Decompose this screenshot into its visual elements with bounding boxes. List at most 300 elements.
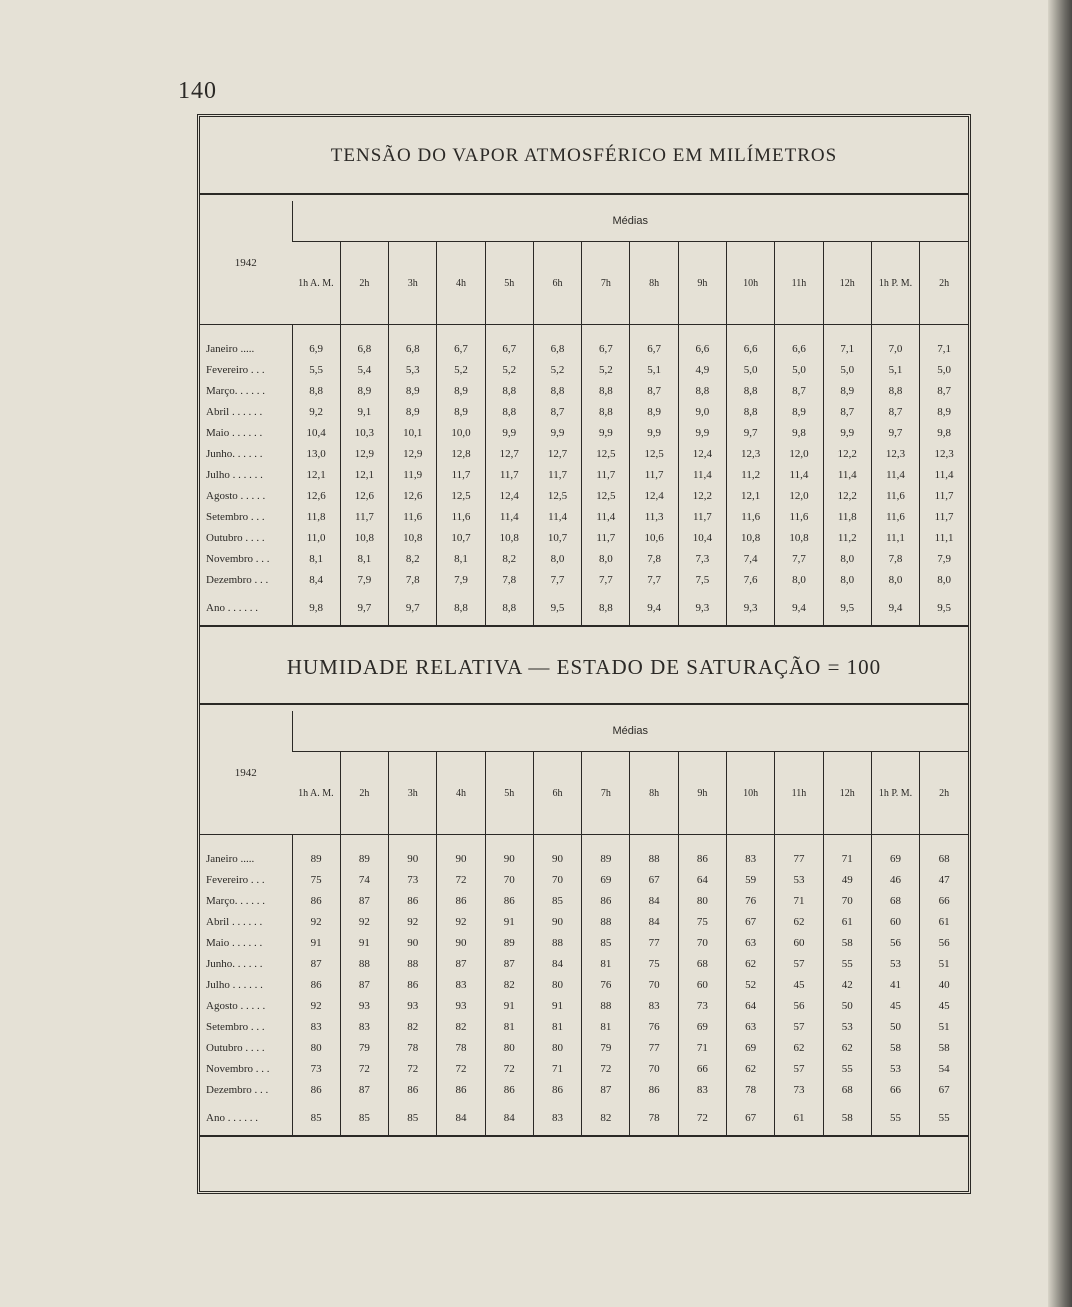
data-cell: 80 [485,1038,533,1059]
data-cell: 89 [485,933,533,954]
data-cell: 6,6 [678,339,726,360]
data-cell: 71 [775,891,823,912]
data-cell: 64 [727,996,775,1017]
data-cell: 77 [630,933,678,954]
data-cell: 8,8 [727,402,775,423]
hour-header: 2h [920,752,968,835]
data-cell: 76 [630,1017,678,1038]
data-cell: 57 [775,954,823,975]
data-cell: 5,1 [871,360,919,381]
data-cell: 92 [292,996,340,1017]
data-cell: 85 [340,1101,388,1136]
data-cell: 6,7 [485,339,533,360]
data-cell: 12,6 [389,486,437,507]
data-cell: 9,7 [340,591,388,626]
data-cell: 12,2 [823,444,871,465]
data-cell: 61 [775,1101,823,1136]
data-cell: 8,0 [582,549,630,570]
data-cell: 85 [582,933,630,954]
hour-header: 1h A. M. [292,242,340,325]
data-cell: 8,0 [871,570,919,591]
data-cell: 73 [292,1059,340,1080]
data-cell: 40 [920,975,968,996]
data-cell: 10,4 [292,423,340,444]
data-cell: 61 [823,912,871,933]
book-spine-shadow [1048,0,1072,1307]
data-cell: 5,2 [582,360,630,381]
month-label: Março. . . . . . [206,385,265,397]
data-cell: 62 [775,912,823,933]
data-cell: 5,3 [389,360,437,381]
data-cell: 10,7 [533,528,581,549]
data-cell: 8,8 [678,381,726,402]
data-cell: 8,8 [485,402,533,423]
data-cell: 58 [823,933,871,954]
data-cell: 11,7 [630,465,678,486]
hour-header: 8h [630,752,678,835]
data-cell: 90 [533,912,581,933]
data-cell: 86 [389,891,437,912]
data-cell: 12,0 [775,444,823,465]
data-cell: 70 [630,1059,678,1080]
data-cell: 9,8 [920,423,968,444]
data-cell: 91 [533,996,581,1017]
data-cell: 72 [582,1059,630,1080]
data-cell: 90 [437,933,485,954]
data-cell: 12,9 [389,444,437,465]
data-cell: 7,9 [340,570,388,591]
hour-header: 2h [340,752,388,835]
table-row [200,465,968,486]
month-label: Outubro . . . . [206,532,265,544]
month-label: Fevereiro . . . [206,364,265,376]
data-cell: 8,0 [775,570,823,591]
data-cell: 51 [920,1017,968,1038]
hour-header: 7h [582,242,630,325]
month-label: Setembro . . . [206,1021,265,1033]
data-cell: 5,2 [533,360,581,381]
data-cell: 10,0 [437,423,485,444]
hour-header: 9h [678,752,726,835]
data-cell: 11,2 [727,465,775,486]
data-cell: 87 [340,975,388,996]
data-cell: 74 [340,870,388,891]
data-cell: 83 [340,1017,388,1038]
vapor-title: TENSÃO DO VAPOR ATMOSFÉRICO EM MILÍMETROS [330,145,838,166]
data-cell: 7,7 [533,570,581,591]
data-cell: 10,3 [340,423,388,444]
data-cell: 12,1 [292,465,340,486]
data-cell: 85 [389,1101,437,1136]
data-cell: 81 [582,954,630,975]
data-cell: 49 [823,870,871,891]
data-cell: 12,6 [292,486,340,507]
humidity-table [200,711,968,1137]
data-cell: 8,1 [340,549,388,570]
data-cell: 9,7 [727,423,775,444]
data-cell: 93 [389,996,437,1017]
data-cell: 6,6 [727,339,775,360]
data-cell: 11,4 [485,507,533,528]
table-row [200,444,968,465]
data-cell: 85 [292,1101,340,1136]
table-row [200,1038,968,1059]
data-cell: 62 [727,1059,775,1080]
data-cell: 8,9 [389,402,437,423]
data-cell: 12,7 [533,444,581,465]
data-cell: 5,2 [437,360,485,381]
data-cell: 8,7 [920,381,968,402]
year-label: 1942 [234,766,257,779]
data-cell: 80 [292,1038,340,1059]
data-cell: 9,7 [389,591,437,626]
table-row [200,1101,968,1136]
table-row [200,849,968,870]
data-cell: 70 [533,870,581,891]
data-cell: 86 [389,1080,437,1101]
data-cell: 6,6 [775,339,823,360]
table-row [200,1017,968,1038]
table-row [200,933,968,954]
hour-header: 5h [485,752,533,835]
data-cell: 8,9 [340,381,388,402]
data-cell: 11,6 [437,507,485,528]
data-cell: 8,7 [871,402,919,423]
table-row [200,591,968,626]
data-cell: 84 [437,1101,485,1136]
data-cell: 12,0 [775,486,823,507]
table-row [200,1059,968,1080]
vapor-title-rule [200,193,968,195]
data-cell: 10,8 [727,528,775,549]
data-cell: 45 [920,996,968,1017]
data-cell: 90 [437,849,485,870]
data-cell: 69 [678,1017,726,1038]
data-cell: 7,6 [727,570,775,591]
data-cell: 53 [871,954,919,975]
hour-header: 10h [727,752,775,835]
data-cell: 10,8 [485,528,533,549]
hour-header: 11h [775,242,823,325]
vapor-table [200,201,968,627]
data-cell: 88 [340,954,388,975]
data-cell: 8,4 [292,570,340,591]
hour-header: 3h [389,242,437,325]
data-cell: 70 [678,933,726,954]
data-cell: 5,0 [920,360,968,381]
month-label: Janeiro ..... [206,853,255,865]
month-label: Maio . . . . . . [206,937,263,949]
data-cell: 8,7 [533,402,581,423]
data-cell: 60 [775,933,823,954]
data-cell: 87 [340,1080,388,1101]
hour-header: 10h [727,242,775,325]
data-cell: 6,7 [630,339,678,360]
data-cell: 86 [678,849,726,870]
page-number: 140 [178,78,217,104]
data-cell: 11,4 [533,507,581,528]
data-cell: 92 [389,912,437,933]
table-row [200,1080,968,1101]
data-cell: 12,5 [437,486,485,507]
data-cell: 12,1 [340,465,388,486]
data-cell: 59 [727,870,775,891]
hour-header: 4h [437,242,485,325]
table-row [200,339,968,360]
data-cell: 11,4 [678,465,726,486]
hour-header: 12h [823,242,871,325]
data-cell: 10,1 [389,423,437,444]
data-cell: 7,1 [920,339,968,360]
data-cell: 88 [582,996,630,1017]
data-cell: 11,9 [389,465,437,486]
table-row [200,870,968,891]
table-row [200,360,968,381]
table-row [200,891,968,912]
data-cell: 91 [340,933,388,954]
data-cell: 77 [775,849,823,870]
data-cell: 12,4 [485,486,533,507]
data-cell: 79 [340,1038,388,1059]
data-cell: 57 [775,1059,823,1080]
data-cell: 10,7 [437,528,485,549]
data-cell: 5,4 [340,360,388,381]
data-cell: 8,8 [727,381,775,402]
data-cell: 70 [485,870,533,891]
data-cell: 9,1 [340,402,388,423]
data-cell: 11,7 [678,507,726,528]
year-label: 1942 [234,256,257,269]
data-cell: 68 [920,849,968,870]
data-cell: 53 [871,1059,919,1080]
data-cell: 60 [678,975,726,996]
medias-header: Médias [292,201,968,242]
data-cell: 62 [775,1038,823,1059]
table-row [200,423,968,444]
data-cell: 8,0 [823,570,871,591]
month-label: Agosto . . . . . [206,1000,266,1012]
data-cell: 6,8 [340,339,388,360]
table-row [200,954,968,975]
data-cell: 86 [582,891,630,912]
data-cell: 71 [678,1038,726,1059]
month-label: Março. . . . . . [206,895,265,907]
data-cell: 83 [533,1101,581,1136]
data-cell: 9,9 [630,423,678,444]
data-cell: 93 [437,996,485,1017]
data-cell: 8,7 [775,381,823,402]
data-cell: 10,4 [678,528,726,549]
data-cell: 87 [340,891,388,912]
data-cell: 78 [727,1080,775,1101]
data-cell: 9,4 [630,591,678,626]
data-cell: 63 [727,933,775,954]
hour-header: 1h P. M. [871,242,919,325]
data-cell: 92 [292,912,340,933]
data-cell: 8,1 [292,549,340,570]
month-label: Novembro . . . [206,1063,270,1075]
data-cell: 5,2 [485,360,533,381]
data-cell: 8,0 [920,570,968,591]
data-cell: 11,4 [823,465,871,486]
data-cell: 86 [630,1080,678,1101]
data-cell: 83 [292,1017,340,1038]
data-cell: 88 [389,954,437,975]
data-cell: 76 [582,975,630,996]
data-cell: 10,8 [775,528,823,549]
data-cell: 9,9 [823,423,871,444]
hour-header: 2h [920,242,968,325]
data-cell: 80 [678,891,726,912]
data-cell: 72 [485,1059,533,1080]
data-cell: 8,9 [775,402,823,423]
data-cell: 8,8 [485,591,533,626]
data-cell: 88 [582,912,630,933]
data-cell: 13,0 [292,444,340,465]
hour-header: 6h [533,242,581,325]
data-cell: 11,6 [389,507,437,528]
month-label: Setembro . . . [206,511,265,523]
data-cell: 9,0 [678,402,726,423]
data-cell: 82 [389,1017,437,1038]
data-cell: 9,8 [292,591,340,626]
data-cell: 46 [871,870,919,891]
data-cell: 86 [437,891,485,912]
data-cell: 58 [920,1038,968,1059]
data-cell: 11,4 [775,465,823,486]
data-cell: 11,7 [582,465,630,486]
data-cell: 41 [871,975,919,996]
data-cell: 85 [533,891,581,912]
hour-header: 7h [582,752,630,835]
hour-header: 1h P. M. [871,752,919,835]
data-cell: 11,7 [485,465,533,486]
data-cell: 7,8 [630,549,678,570]
data-cell: 73 [678,996,726,1017]
data-cell: 12,5 [582,486,630,507]
data-cell: 51 [920,954,968,975]
data-cell: 67 [920,1080,968,1101]
data-cell: 11,8 [292,507,340,528]
data-cell: 8,9 [389,381,437,402]
data-cell: 8,0 [533,549,581,570]
data-cell: 72 [437,870,485,891]
data-cell: 9,2 [292,402,340,423]
data-cell: 12,9 [340,444,388,465]
month-label: Ano . . . . . . [206,601,258,614]
data-cell: 87 [582,1080,630,1101]
table-row [200,381,968,402]
data-cell: 61 [920,912,968,933]
data-cell: 9,7 [871,423,919,444]
data-cell: 55 [871,1101,919,1136]
table-row [200,975,968,996]
month-label: Maio . . . . . . [206,427,263,439]
data-cell: 45 [871,996,919,1017]
data-cell: 12,3 [727,444,775,465]
data-cell: 60 [871,912,919,933]
data-cell: 6,8 [533,339,581,360]
month-label: Dezembro . . . [206,1084,269,1096]
month-label: Novembro . . . [206,553,270,565]
data-cell: 50 [871,1017,919,1038]
data-cell: 8,9 [437,402,485,423]
month-label: Janeiro ..... [206,343,255,355]
data-cell: 87 [292,954,340,975]
data-cell: 11,0 [292,528,340,549]
data-cell: 5,0 [823,360,871,381]
data-cell: 9,5 [533,591,581,626]
data-cell: 8,8 [582,402,630,423]
data-cell: 8,2 [485,549,533,570]
data-cell: 55 [920,1101,968,1136]
data-cell: 90 [389,849,437,870]
data-cell: 9,3 [678,591,726,626]
data-cell: 11,8 [823,507,871,528]
data-cell: 92 [437,912,485,933]
month-label: Julho . . . . . . [206,469,263,481]
table-row [200,486,968,507]
data-cell: 9,9 [582,423,630,444]
data-cell: 81 [485,1017,533,1038]
data-cell: 10,6 [630,528,678,549]
hour-header: 4h [437,752,485,835]
data-cell: 11,7 [920,486,968,507]
data-cell: 67 [727,1101,775,1136]
data-cell: 81 [582,1017,630,1038]
data-cell: 69 [727,1038,775,1059]
data-cell: 9,4 [775,591,823,626]
humidity-title-rule [200,703,968,705]
data-cell: 7,8 [389,570,437,591]
data-cell: 7,7 [582,570,630,591]
hour-header: 6h [533,752,581,835]
data-cell: 92 [340,912,388,933]
data-cell: 89 [582,849,630,870]
data-cell: 5,0 [727,360,775,381]
data-cell: 62 [727,954,775,975]
month-label: Abril . . . . . . [206,406,263,418]
data-cell: 88 [630,849,678,870]
data-cell: 8,1 [437,549,485,570]
data-cell: 7,7 [630,570,678,591]
data-cell: 70 [630,975,678,996]
hour-header: 3h [389,752,437,835]
data-cell: 8,8 [582,591,630,626]
data-cell: 86 [485,1080,533,1101]
data-cell: 12,4 [630,486,678,507]
data-cell: 7,8 [485,570,533,591]
data-cell: 11,7 [920,507,968,528]
data-cell: 84 [485,1101,533,1136]
table-row [200,570,968,591]
data-cell: 12,7 [485,444,533,465]
data-cell: 82 [582,1101,630,1136]
table-row [200,549,968,570]
data-cell: 9,5 [920,591,968,626]
data-cell: 9,9 [678,423,726,444]
month-label: Fevereiro . . . [206,874,265,886]
data-cell: 8,8 [292,381,340,402]
data-cell: 72 [678,1101,726,1136]
data-cell: 11,6 [871,507,919,528]
data-cell: 90 [389,933,437,954]
data-cell: 6,7 [437,339,485,360]
data-cell: 9,8 [775,423,823,444]
data-cell: 55 [823,954,871,975]
data-cell: 68 [823,1080,871,1101]
data-cell: 84 [630,891,678,912]
